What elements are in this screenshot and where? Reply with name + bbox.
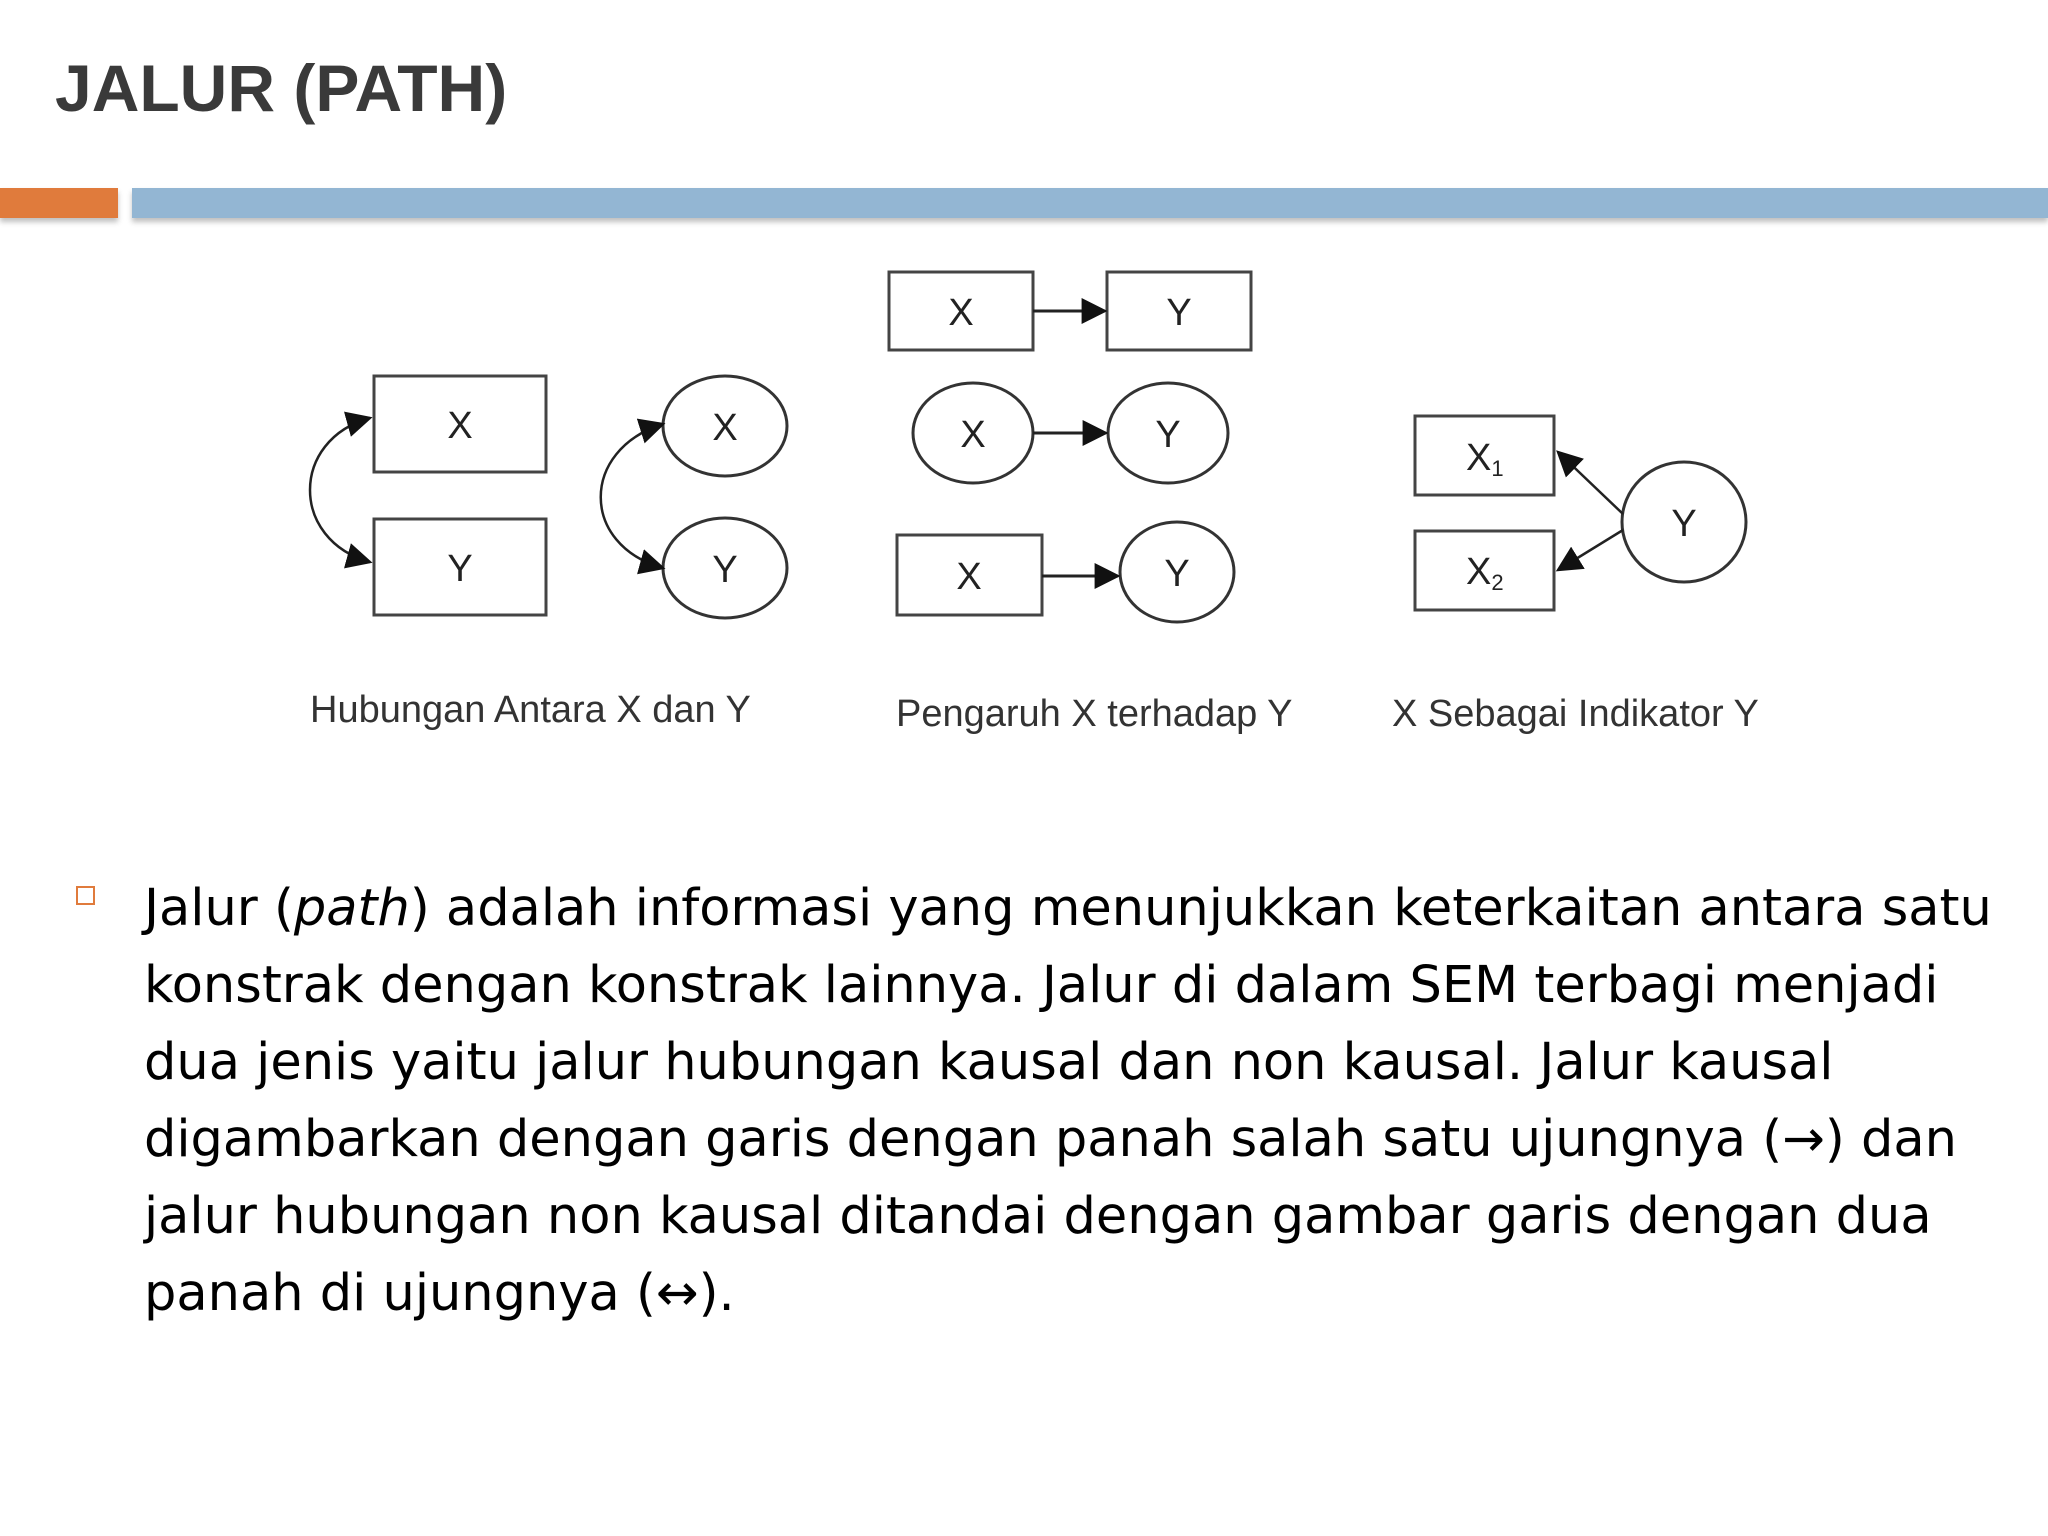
arrow-y-to-x1 — [1558, 452, 1623, 514]
box-x1-label-base: X — [1466, 437, 1492, 479]
caption-indicator: X Sebagai Indikator Y — [1392, 693, 1759, 735]
box-x2-label-base: X — [1466, 551, 1492, 593]
box-x-causal-bottom-label: X — [956, 556, 982, 598]
caption-causal: Pengaruh X terhadap Y — [896, 693, 1293, 735]
box-x1-label-subscript: 1 — [1491, 456, 1504, 481]
arrow-y-to-x2 — [1558, 530, 1623, 570]
bullet-paragraph — [144, 870, 2014, 1332]
group-indicator — [1392, 416, 1759, 735]
box-y-causal-top-label: Y — [1166, 292, 1192, 334]
group-causal — [889, 272, 1293, 735]
paragraph-lead: Jalur ( — [144, 879, 294, 938]
box-x-correlation-label: X — [447, 405, 473, 447]
double-arrow-boxes — [310, 418, 370, 562]
slide-title: JALUR (PATH) — [55, 51, 508, 125]
ellipse-y-causal-label: Y — [1155, 414, 1181, 456]
double-arrow-ellipses — [601, 424, 663, 568]
paragraph-italic-term: path — [293, 879, 410, 938]
paragraph-rest: ) adalah informasi yang menunjukkan keterkaitan antara satu konstrak dengan konstrak lainnya. Jalur di dalam SEM terbagi menjadi dua jenis yaitu jalur hubungan kausal dan non kausal. Jalur kausal digambarkan dengan garis dengan panah salah satu ujungnya (→) dan jalur hubungan non kausal ditandai dengan gambar garis dengan dua panah di ujungnya (↔). — [144, 879, 1992, 1323]
group-correlation — [310, 376, 787, 731]
ellipse-y-indicator-label: Y — [1671, 503, 1697, 545]
bullet-square-icon — [76, 886, 95, 905]
box-x2-label-subscript: 2 — [1491, 570, 1504, 595]
box-x-causal-top-label: X — [948, 292, 974, 334]
ellipse-x-causal-label: X — [960, 414, 986, 456]
ellipse-y-causal-bottom-label: Y — [1164, 553, 1190, 595]
ellipse-y-correlation-label: Y — [712, 549, 738, 591]
ellipse-x-correlation-label: X — [712, 407, 738, 449]
caption-correlation: Hubungan Antara X dan Y — [310, 689, 751, 731]
box-y-correlation-label: Y — [447, 548, 473, 590]
